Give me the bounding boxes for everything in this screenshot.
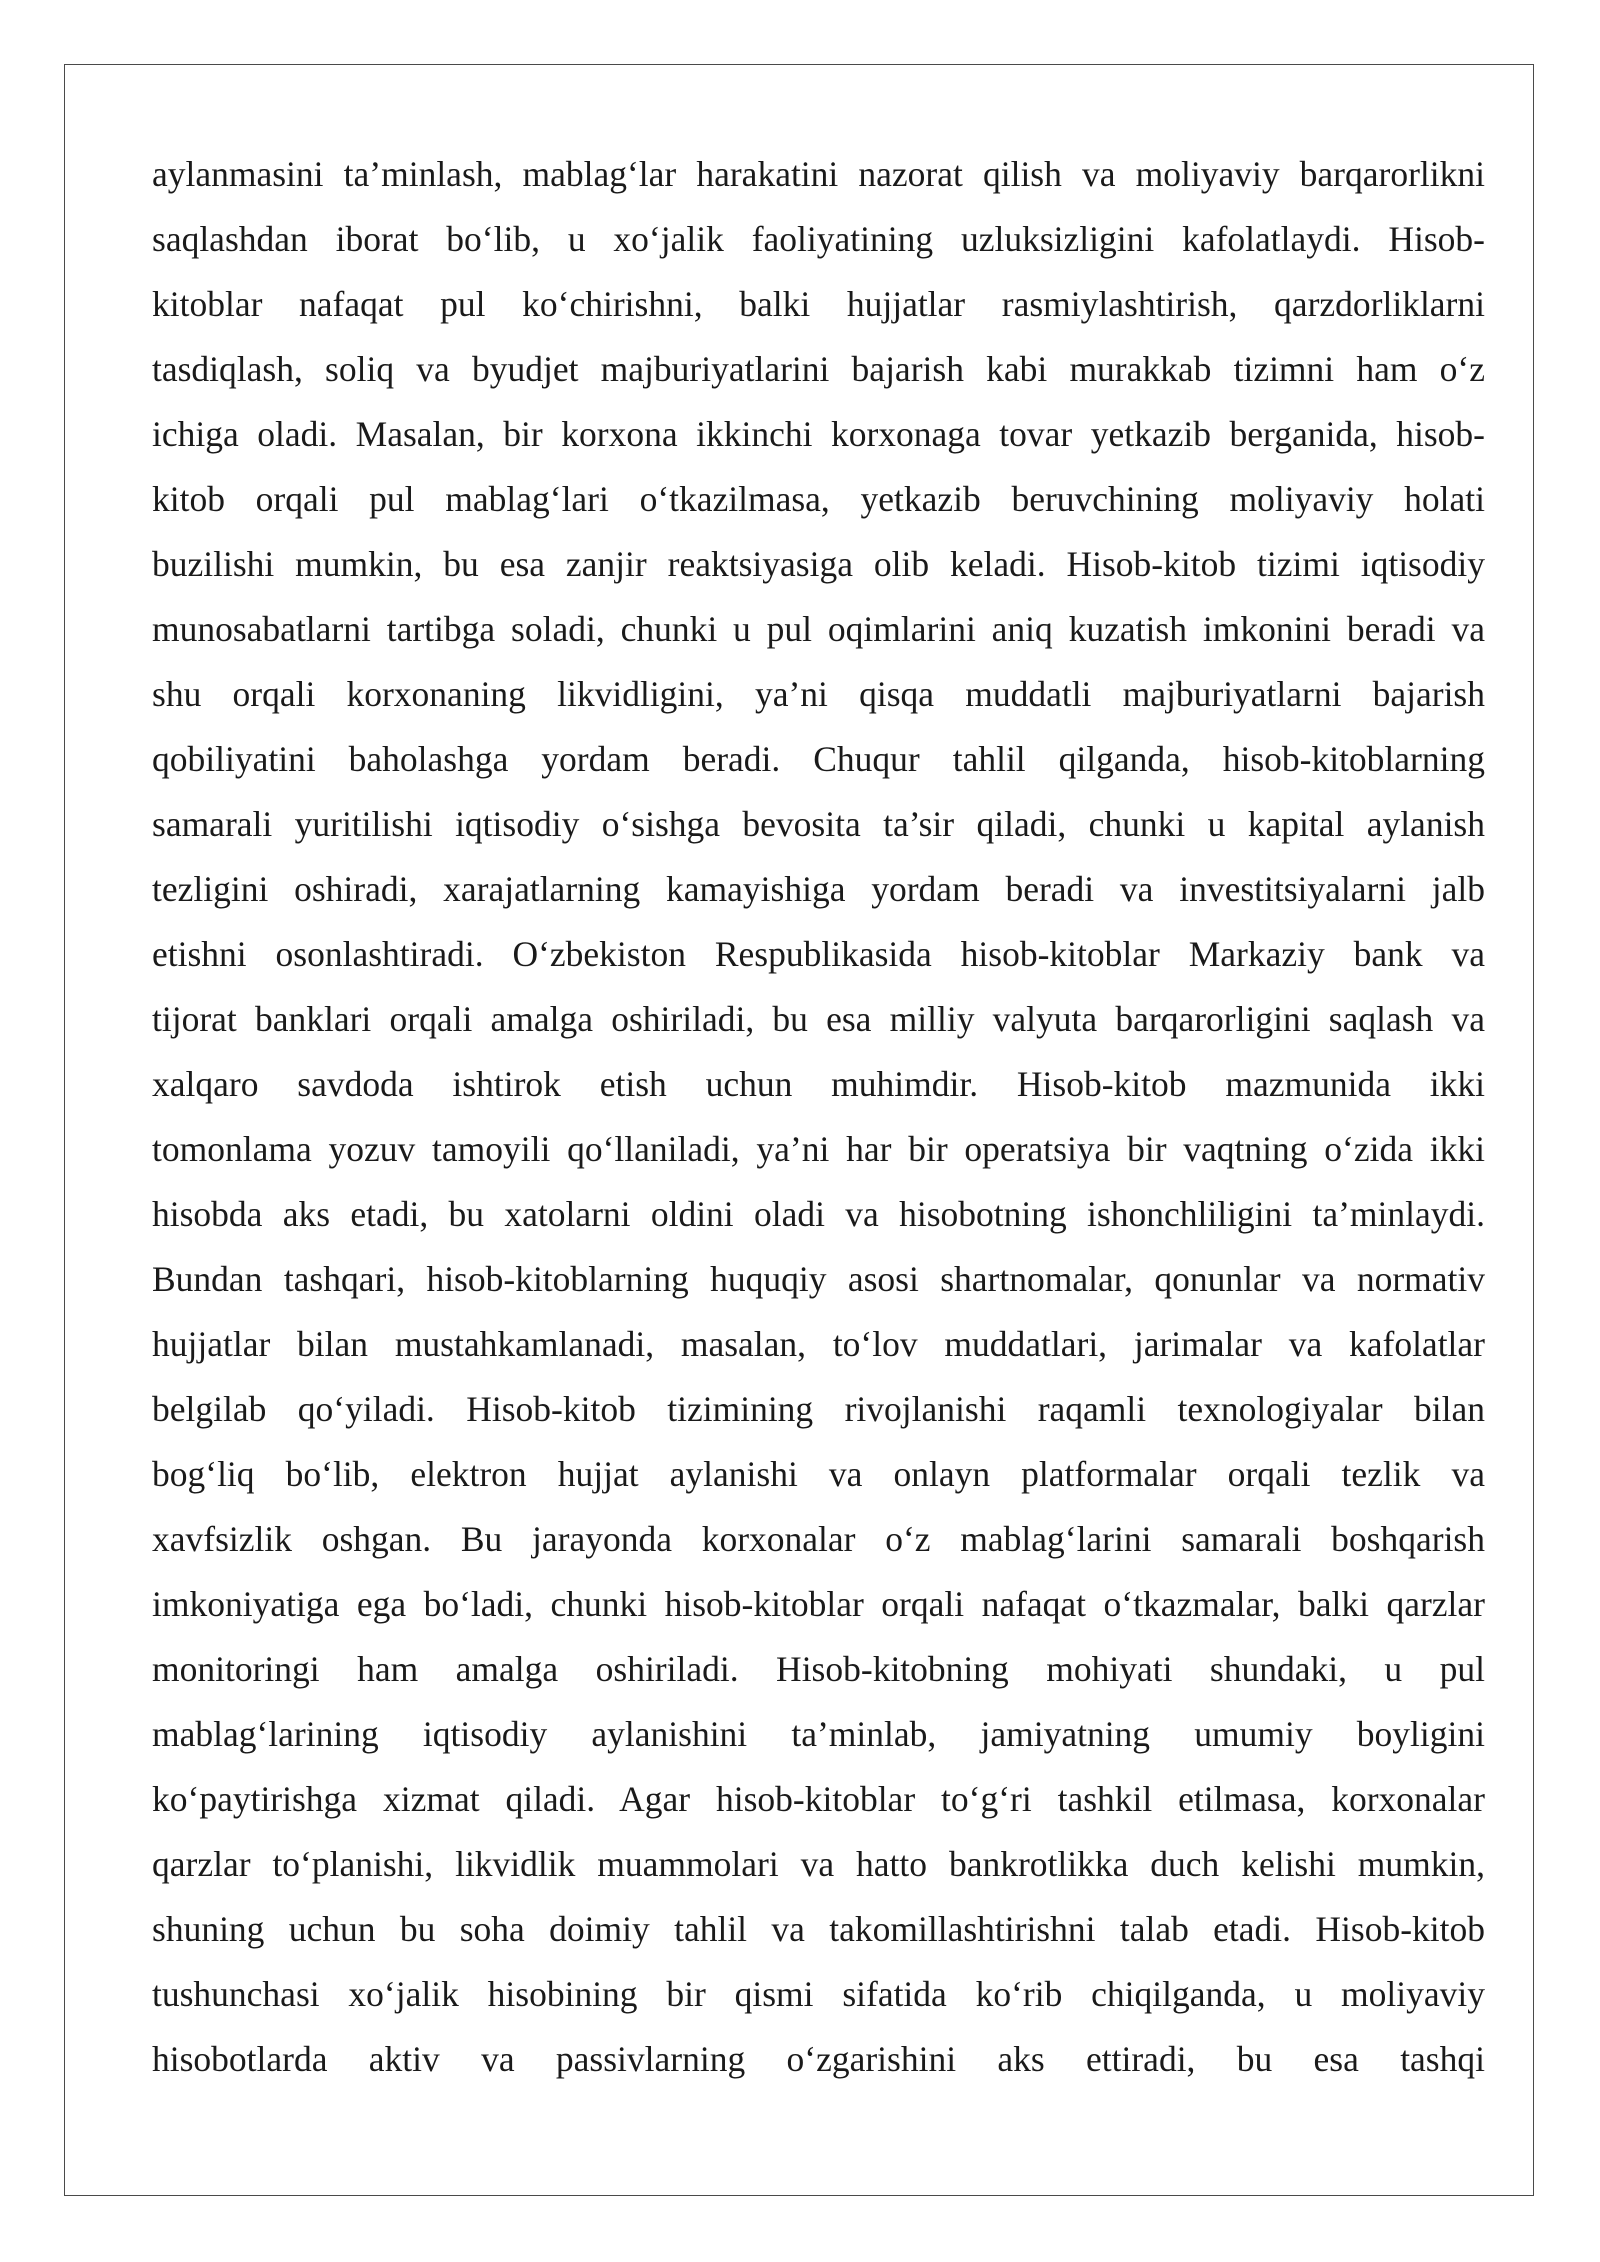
text-line: bog‘liq bo‘lib, elektron hujjat aylanishi va onlayn platformalar orqali tezlik va <box>152 1454 1485 1494</box>
text-line: shuning uchun bu soha doimiy tahlil va takomillashtirishni talab etadi. Hisob-kitob <box>152 1909 1485 1949</box>
text-line: xalqaro savdoda ishtirok etish uchun muhimdir. Hisob-kitob mazmunida ikki <box>152 1064 1485 1104</box>
text-line: hisobda aks etadi, bu xatolarni oldini oladi va hisobotning ishonchliligini ta’minlaydi. <box>152 1194 1485 1234</box>
text-line: hisobotlarda aktiv va passivlarning o‘zgarishini aks ettiradi, bu esa tashqi <box>152 2039 1485 2079</box>
text-line: aylanmasini ta’minlash, mablag‘lar harakatini nazorat qilish va moliyaviy barqarorlikni <box>152 154 1485 194</box>
text-line: ichiga oladi. Masalan, bir korxona ikkinchi korxonaga tovar yetkazib berganida, hisob- <box>152 414 1485 454</box>
text-line: tasdiqlash, soliq va byudjet majburiyatlarini bajarish kabi murakkab tizimni ham o‘z <box>152 349 1485 389</box>
text-line: ko‘paytirishga xizmat qiladi. Agar hisob-kitoblar to‘g‘ri tashkil etilmasa, korxonalar <box>152 1779 1485 1819</box>
text-line: monitoringi ham amalga oshiriladi. Hisob-kitobning mohiyati shundaki, u pul <box>152 1649 1485 1689</box>
text-line: buzilishi mumkin, bu esa zanjir reaktsiyasiga olib keladi. Hisob-kitob tizimi iqtisodiy <box>152 544 1485 584</box>
text-line: tomonlama yozuv tamoyili qo‘llaniladi, ya’ni har bir operatsiya bir vaqtning o‘zida ikki <box>152 1129 1485 1169</box>
text-line: Bundan tashqari, hisob-kitoblarning huquqiy asosi shartnomalar, qonunlar va normativ <box>152 1259 1485 1299</box>
text-line: kitoblar nafaqat pul ko‘chirishni, balki hujjatlar rasmiylashtirish, qarzdorliklarni <box>152 284 1485 324</box>
text-line: belgilab qo‘yiladi. Hisob-kitob tizimining rivojlanishi raqamli texnologiyalar bilan <box>152 1389 1485 1429</box>
text-line: xavfsizlik oshgan. Bu jarayonda korxonalar o‘z mablag‘larini samarali boshqarish <box>152 1519 1485 1559</box>
text-line: tushunchasi xo‘jalik hisobining bir qismi sifatida ko‘rib chiqilganda, u moliyaviy <box>152 1974 1485 2014</box>
text-line: tezligini oshiradi, xarajatlarning kamayishiga yordam beradi va investitsiyalarni jalb <box>152 869 1485 909</box>
text-line: qobiliyatini baholashga yordam beradi. Chuqur tahlil qilganda, hisob-kitoblarning <box>152 739 1485 779</box>
text-line: tijorat banklari orqali amalga oshiriladi, bu esa milliy valyuta barqarorligini saqlash va <box>152 999 1485 1039</box>
text-line: hujjatlar bilan mustahkamlanadi, masalan, to‘lov muddatlari, jarimalar va kafolatlar <box>152 1324 1485 1364</box>
text-line: etishni osonlashtiradi. O‘zbekiston Respublikasida hisob-kitoblar Markaziy bank va <box>152 934 1485 974</box>
document-body-text <box>152 142 1485 2092</box>
text-line: saqlashdan iborat bo‘lib, u xo‘jalik faoliyatining uzluksizligini kafolatlaydi. Hisob- <box>152 219 1485 259</box>
text-line: qarzlar to‘planishi, likvidlik muammolari va hatto bankrotlikka duch kelishi mumkin, <box>152 1844 1485 1884</box>
text-line: munosabatlarni tartibga soladi, chunki u pul oqimlarini aniq kuzatish imkonini beradi va <box>152 609 1485 649</box>
text-line: shu orqali korxonaning likvidligini, ya’ni qisqa muddatli majburiyatlarni bajarish <box>152 674 1485 714</box>
text-line: kitob orqali pul mablag‘lari o‘tkazilmasa, yetkazib beruvchining moliyaviy holati <box>152 479 1485 519</box>
text-line: imkoniyatiga ega bo‘ladi, chunki hisob-kitoblar orqali nafaqat o‘tkazmalar, balki qarzlar <box>152 1584 1485 1624</box>
text-line: samarali yuritilishi iqtisodiy o‘sishga bevosita ta’sir qiladi, chunki u kapital aylanish <box>152 804 1485 844</box>
text-line: mablag‘larining iqtisodiy aylanishini ta’minlab, jamiyatning umumiy boyligini <box>152 1714 1485 1754</box>
